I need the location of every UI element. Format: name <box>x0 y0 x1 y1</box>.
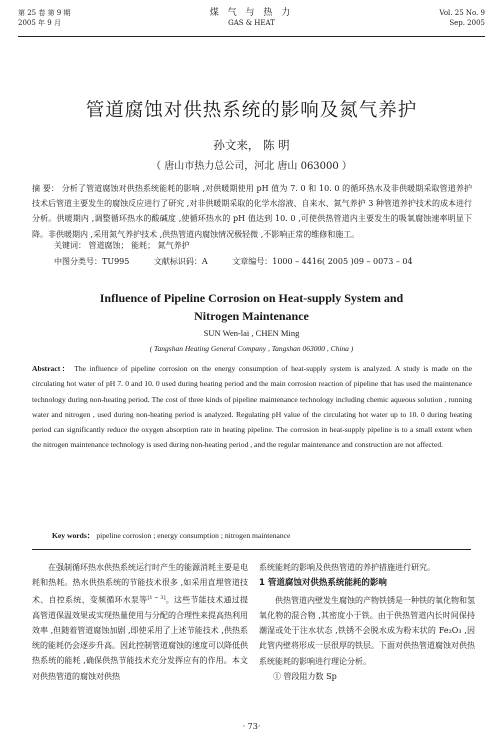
header-volume: 第 25 卷 第 9 期 2005 年 9 月 <box>18 9 71 27</box>
abstract-en-text: The influence of pipeline corrosion on the energy consumption of heat-supply system is analyzed. A study is made on the circulating hot water of pH 7. 0 and 10. 0 used during heating period and the main corrosion reaction of pipeline that has used the maintenance technology during non-heating period. The cost of three kinds of pipeline maintenance technology including chemic aqueous solution , running water and nitrogen , used during non-heating period is analyzed. Regulating pH value of the circulating hot water up to 10. 0 during heating period can significantly reduce the oxygen absorption rate in heating pipeline. The corrosion in heat-supply pipeline is to a small extent when the nitrogen maintenance technology is used during non-heating period , and the regular maintenance and construction are not affected. <box>32 364 473 450</box>
header-rule <box>18 36 485 37</box>
keywords-en-text: pipeline corrosion ; energy consumption ; nitrogen maintenance <box>96 531 291 540</box>
affiliation-en: ( Tangshan Heating General Company , Tangshan 063000 , China ) <box>149 344 354 353</box>
keywords-cn <box>54 240 190 251</box>
abstract-cn-label: 摘 要： <box>32 184 60 193</box>
body-paragraph: 供热管道内壁发生腐蚀的产物铁锈是一种铁的氧化物和氢氧化物的混合物 ,其密度小于铁。由于供热管道内长时间保持潮湿或处于注水状态 ,铁锈不会脱水成为粉末状的 Fe₂O₃ ,因此管内壁将形成一层很厚的铁层。下面对供热管道腐蚀对供热系统能耗的影响进行理论分析。 <box>259 595 475 666</box>
abstract-cn-text: 分析了管道腐蚀对供热系统能耗的影响 ,对供暖期使用 pH 值为 7. 0 和 10. 0 的循环热水及非供暖期采取管道养护技术后管道主要发生的腐蚀反应进行了研究 ,对非供暖期采取的化学水溶液、自来水、氮气养护 3 种管道养护技术的成本进行分析。供暖期内 ,调整循环热水的酸碱度 ,使循环热水的 pH 值达到 10. 0 ,可使供热管道内主要发生的吸氧腐蚀速率明显下降。非供暖期内 ,采用氮气养护技术 ,供热管道内腐蚀情况极轻微 ,不影响正常的维修和施工。 <box>32 184 473 239</box>
abstract-cn <box>32 181 472 242</box>
keywords-cn-label: 关键词： <box>54 241 86 250</box>
list-item-1: ① 管段阻力数 Sp <box>273 672 337 682</box>
affiliation-cn: （ 唐山市热力总公司，河北 唐山 063000 ） <box>151 161 352 172</box>
keywords-en <box>52 530 290 541</box>
paper-title-en: Influence of Pipeline Corrosion on Heat-supply System and Nitrogen Maintenance <box>99 291 404 323</box>
authors-cn: 孙文来， 陈 明 <box>213 138 290 152</box>
citation-ref: [1 ~ 3] <box>147 594 166 601</box>
body-column-right <box>259 560 475 684</box>
header-volume-en: Vol. 25 No. 9 Sep. 2005 <box>439 9 485 27</box>
body-paragraph: 在强制循环热水供热系统运行时产生的能源消耗主要是电耗和热耗。热水供热系统的节能技术很多 ,如采用直埋管道技术、自控系统、变频循环水泵等[1 ~ 3]。这些节能技术通过提高管道保温效果或实现热量使用与分配的合理性来提高热利用效率 ,但随着管道腐蚀加剧 ,即使采用了上述节能技术 ,供热系统的能耗仍会逐步升高。因此控制管道腐蚀的速度可以降低供热系统的能耗 ,确保供热节能技术充分发挥应有的作用。本文对供热管道的腐蚀对供热 <box>32 563 249 681</box>
section-heading-1: 1 管道腐蚀对供热系统能耗的影响 <box>259 578 387 589</box>
keywords-cn-text: 管道腐蚀； 能耗； 氮气养护 <box>88 241 190 250</box>
classification-line <box>54 256 435 267</box>
abstract-en <box>32 361 472 453</box>
article-number: 文章编号：1000 – 4416( 2005 )09 – 0073 – 04 <box>232 257 413 266</box>
body-column-left <box>32 560 248 684</box>
keywords-en-label: Key words： <box>52 531 95 540</box>
abstract-en-label: Abstract： <box>32 364 71 373</box>
paper-title-cn: 管道腐蚀对供热系统的影响及氮气养护 <box>85 100 418 121</box>
header-journal-name: 煤 气 与 热 力 GAS & HEAT <box>209 8 294 27</box>
document-code: 文献标识码：A <box>153 257 208 266</box>
clc-number: 中图分类号：TU995 <box>54 257 130 266</box>
authors-en: SUN Wen-lai , CHEN Ming <box>203 328 300 338</box>
page-number: · 73· <box>242 722 261 731</box>
body-paragraph-continued: 系统能耗的影响及供热管道的养护措施进行研究。 <box>259 563 435 572</box>
section-divider <box>32 549 471 550</box>
